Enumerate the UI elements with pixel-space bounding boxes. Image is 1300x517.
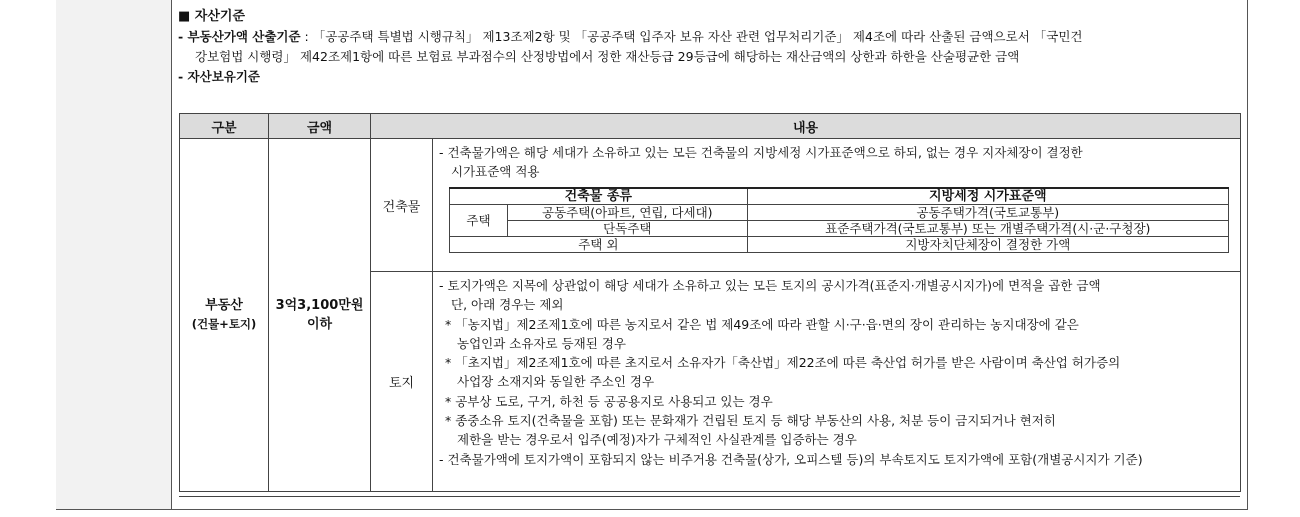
building-line-2: 시가표준액 적용 (451, 164, 540, 180)
amount-suffix: 이하 (306, 317, 333, 332)
inner-apt-value: 공동주택가격(국토교통부) (747, 204, 1228, 220)
inner-apt: 공동주택(아파트, 연립, 다세대) (507, 204, 747, 220)
inner-other-value: 지방자치단체장이 결정한 가액 (747, 236, 1228, 252)
building-value-table (449, 187, 1229, 253)
category-name: 부동산 (205, 298, 243, 313)
criteria-text-1: : 「공공주택 특별법 시행규칙」 제13조제2항 및 「공공주택 입주자 보유 자산 관련 업무처리기준」 제4조에 따라 산출된 금액으로서 「국민건 (300, 29, 1083, 44)
asset-table (179, 113, 1241, 492)
inner-detached: 단독주택 (507, 220, 747, 236)
table-header-row (180, 114, 1241, 139)
table-row-building (180, 139, 1241, 272)
inner-row-detached (450, 220, 1229, 236)
table-bottom-rule (179, 496, 1240, 497)
building-label: 건축물 (371, 139, 433, 272)
holding-label: - 자산보유기준 (178, 69, 260, 84)
land-line: * 종중소유 토지(건축물을 포함) 또는 문화재가 건립된 토지 등 해당 부동산의 사용, 처분 등이 금지되거나 현저히 (445, 413, 1056, 429)
land-line: 사업장 소재지와 동일한 주소인 경우 (457, 374, 655, 390)
category-sub: (건물+토지) (191, 317, 257, 331)
inner-other: 주택 외 (450, 236, 748, 252)
inner-housing: 주택 (450, 204, 508, 236)
criteria-line-2: 강보험법 시행령」 제42조제1항에 따른 보험료 부과점수의 산정방법에서 정한 재산등급 29등급에 해당하는 재산금액의 상한과 하한을 산술평균한 금액 (195, 49, 1020, 64)
amount-cell (269, 139, 371, 492)
left-label-column (56, 0, 172, 509)
header-category: 구분 (180, 114, 269, 139)
amount-value: 3억3,100만원 (275, 298, 364, 313)
land-desc (433, 272, 1241, 492)
inner-header-value: 지방세정 시가표준액 (747, 188, 1228, 205)
section-heading: ■ 자산기준 (178, 9, 246, 24)
header-amount: 금액 (269, 114, 371, 139)
criteria-line-1 (178, 27, 1238, 47)
inner-header-type: 건축물 종류 (450, 188, 748, 205)
land-line: 제한을 받는 경우로서 입주(예정)자가 구체적인 사실관계를 입증하는 경우 (457, 432, 857, 448)
inner-row-other (450, 236, 1229, 252)
header-content: 내용 (371, 114, 1241, 139)
land-line: * 「초지법」제2조제1호에 따른 초지로서 소유자가「축산법」제22조에 따른 축산업 허가를 받은 사람이며 축산업 허가증의 (445, 355, 1121, 371)
criteria-label: - 부동산가액 산출기준 (178, 29, 301, 44)
criteria-section (178, 7, 1238, 87)
inner-row-apt (450, 204, 1229, 220)
land-line: * 「농지법」제2조제1호에 따른 농지로서 같은 법 제49조에 따라 관할 시·구·읍·면의 장이 관리하는 농지대장에 같은 (445, 316, 1079, 332)
category-cell (180, 139, 269, 492)
land-line: - 토지가액은 지목에 상관없이 해당 세대가 소유하고 있는 모든 토지의 공시가격(표준지·개별공시지가)에 면적을 곱한 금액 (439, 278, 1101, 293)
building-line-1: - 건축물가액은 해당 세대가 소유하고 있는 모든 건축물의 지방세정 시가표준액으로 하되, 없는 경우 지자체장이 결정한 (439, 145, 1083, 160)
inner-header-row (450, 188, 1229, 205)
land-line: - 건축물가액에 토지가액이 포함되지 않는 비주거용 건축물(상가, 오피스텔 등)의 부속토지도 토지가액에 포함(개별공시지가 기준) (439, 451, 1143, 467)
inner-detached-value: 표준주택가격(국토교통부) 또는 개별주택가격(시·군·구청장) (747, 220, 1228, 236)
land-line: 농업인과 소유자로 등재된 경우 (457, 335, 626, 351)
land-line: 단, 아래 경우는 제외 (451, 297, 564, 313)
land-label: 토지 (371, 272, 433, 492)
land-line: * 공부상 도로, 구거, 하천 등 공공용지로 사용되고 있는 경우 (445, 393, 773, 409)
building-desc (433, 139, 1241, 272)
